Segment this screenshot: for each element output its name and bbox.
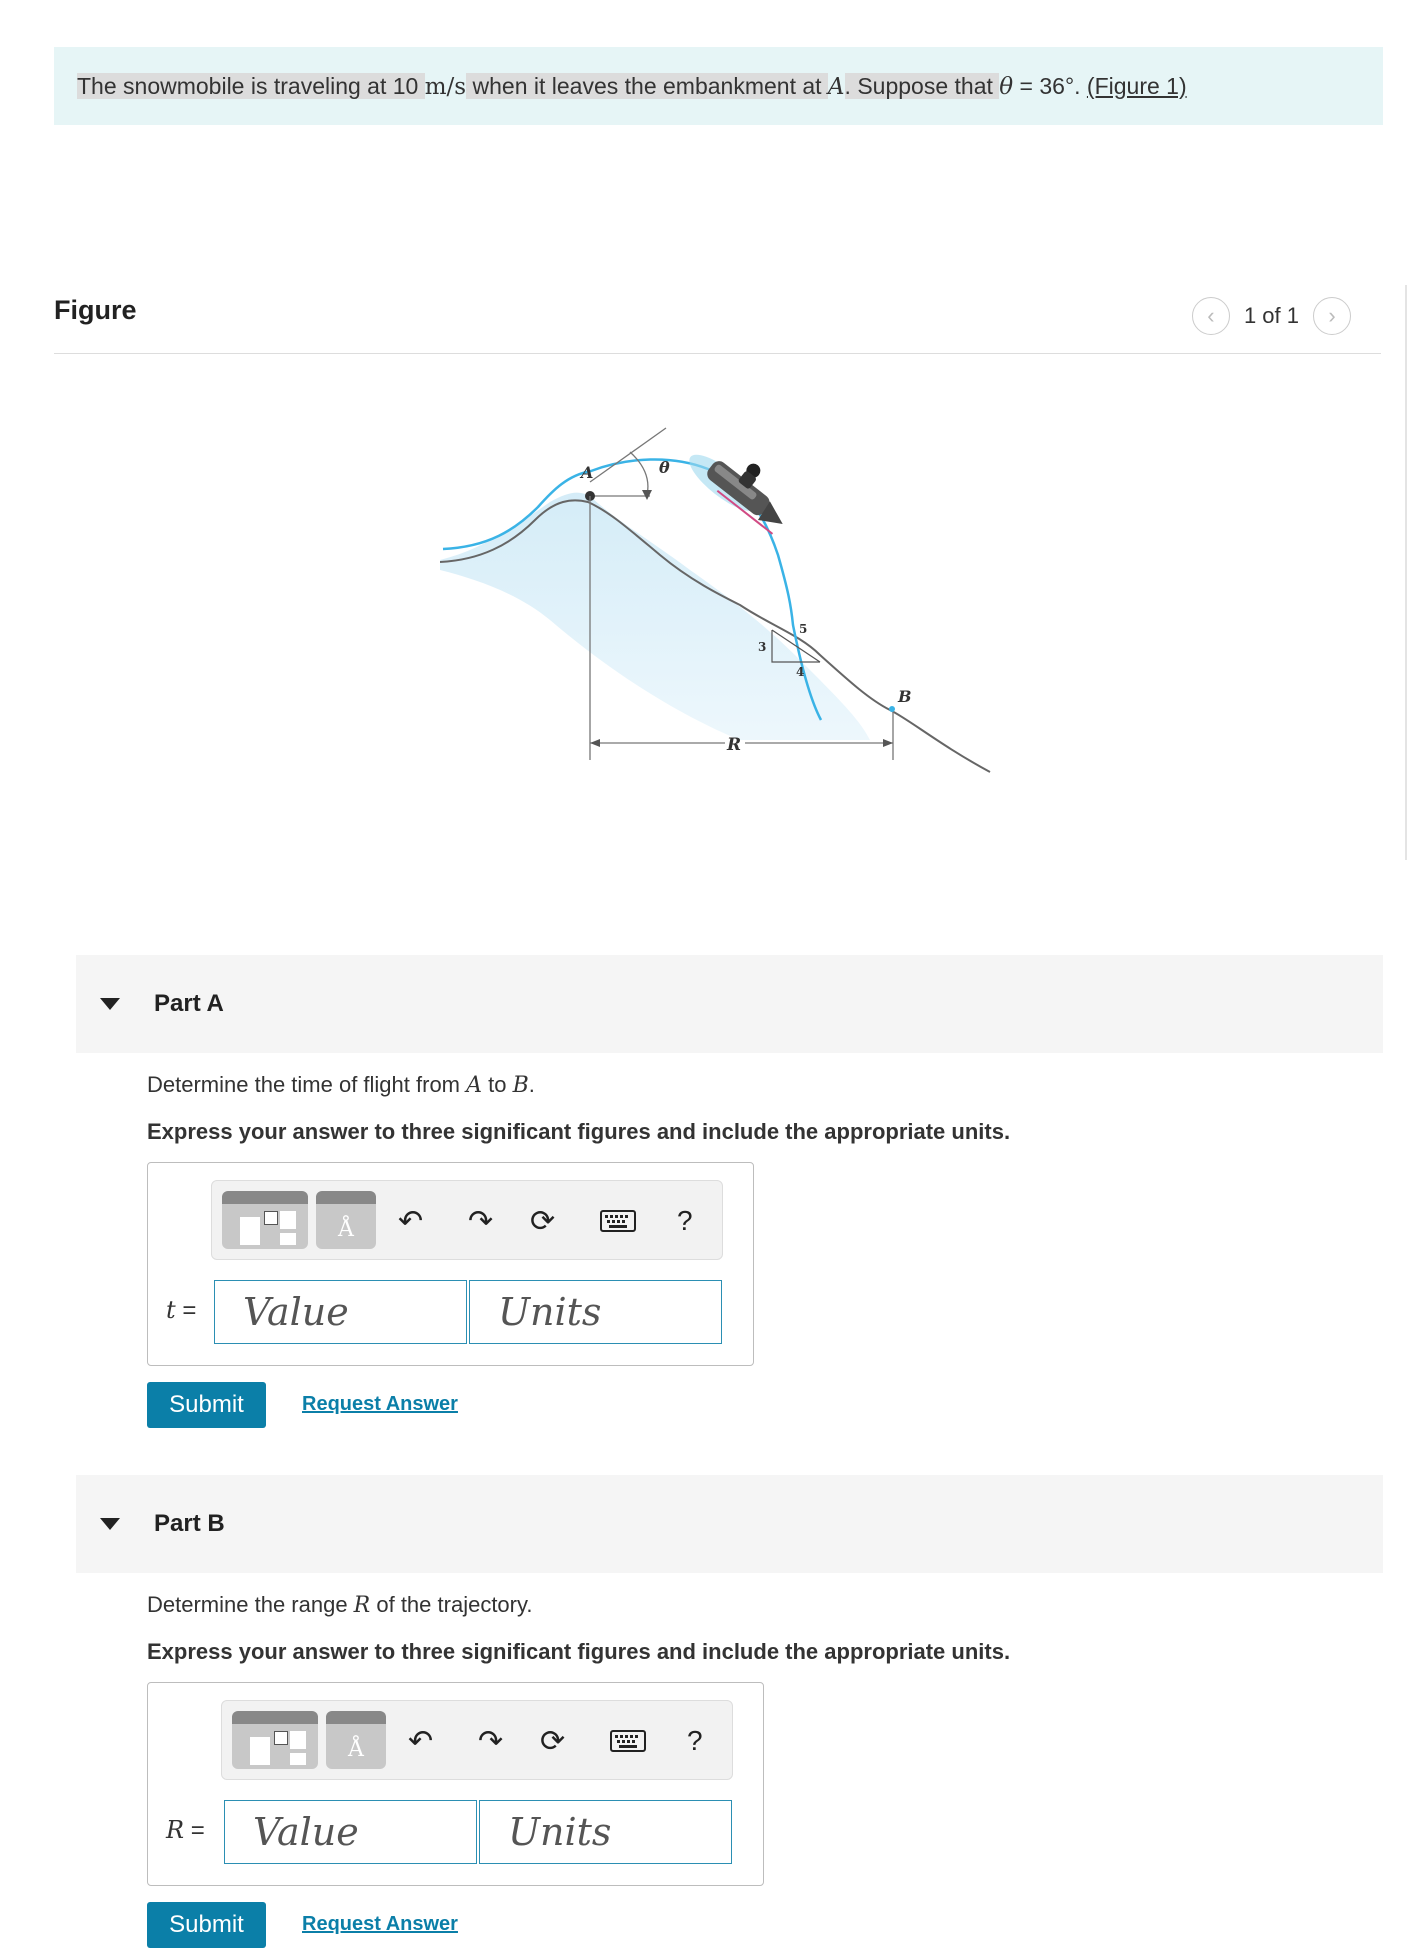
part-a-var-label: t = — [166, 1296, 197, 1324]
part-a-request-answer-link[interactable]: Request Answer — [302, 1393, 458, 1415]
templates-button[interactable] — [232, 1711, 318, 1769]
range-arrow-left — [590, 739, 600, 747]
angstrom-icon: Å — [348, 1737, 364, 1762]
collapse-triangle-icon — [100, 998, 120, 1010]
redo-icon: ↷ — [468, 1204, 494, 1238]
label-theta: θ — [659, 458, 670, 477]
prev-figure-button[interactable] — [1192, 297, 1230, 335]
snowmobile-figure — [440, 420, 1000, 790]
chevron-right-icon: › — [1328, 303, 1336, 328]
undo-icon: ↶ — [408, 1724, 434, 1758]
part-b-header[interactable] — [76, 1475, 1383, 1573]
point-b-marker — [889, 706, 895, 712]
reset-button[interactable] — [540, 1723, 565, 1759]
figure-heading: Figure — [54, 295, 137, 325]
part-a-submit-button[interactable]: Submit — [147, 1382, 266, 1428]
part-b-value-input[interactable]: Value — [224, 1800, 477, 1864]
part-b-submit-button[interactable]: Submit — [147, 1902, 266, 1948]
snowmobile — [682, 429, 802, 538]
keyboard-button[interactable] — [610, 1723, 646, 1759]
collapse-triangle-icon — [100, 1518, 120, 1530]
problem-text: The snowmobile is traveling at 10 m/s when it leaves the embankment at A. Suppose that θ = 36°. (Figure 1) — [77, 72, 1187, 100]
units-symbols-button[interactable] — [316, 1191, 376, 1249]
part-b-toolbar — [221, 1700, 733, 1780]
pager-count: 1 of 1 — [1243, 303, 1299, 328]
part-b-instruction: Express your answer to three significant figures and include the appropriate units. — [147, 1639, 1011, 1664]
angstrom-icon: Å — [338, 1217, 354, 1242]
next-figure-button[interactable] — [1313, 297, 1351, 335]
redo-icon: ↷ — [478, 1724, 504, 1758]
part-a-header[interactable] — [76, 955, 1383, 1053]
part-b-title: Part B — [154, 1510, 225, 1537]
figure-panel-edge — [1405, 285, 1407, 860]
reset-button[interactable] — [530, 1203, 555, 1239]
launch-tangent — [590, 428, 666, 482]
part-b-units-input[interactable]: Units — [479, 1800, 732, 1864]
problem-statement — [54, 47, 1383, 125]
units-symbols-button[interactable] — [326, 1711, 386, 1769]
slope-label-3: 3 — [758, 640, 767, 654]
part-b-request-answer-link[interactable]: Request Answer — [302, 1913, 458, 1935]
snow-shading — [440, 493, 870, 740]
label-r: R — [727, 735, 742, 755]
undo-button[interactable] — [398, 1203, 423, 1239]
help-button[interactable]: ? — [677, 1205, 693, 1236]
redo-button[interactable] — [468, 1203, 493, 1239]
figure-link[interactable]: (Figure 1) — [1086, 72, 1187, 99]
part-a-units-input[interactable]: Units — [469, 1280, 722, 1344]
label-a: A — [581, 463, 594, 482]
templates-button[interactable] — [222, 1191, 308, 1249]
chevron-left-icon: ‹ — [1207, 303, 1215, 328]
slope-label-5: 5 — [799, 622, 808, 636]
help-button[interactable]: ? — [687, 1725, 703, 1756]
undo-button[interactable] — [408, 1723, 433, 1759]
range-arrow-right — [883, 739, 893, 747]
part-a-value-input[interactable]: Value — [214, 1280, 467, 1344]
slope-label-4: 4 — [796, 665, 805, 679]
theta-arrowhead — [642, 490, 652, 500]
keyboard-icon — [610, 1730, 646, 1752]
keyboard-icon — [600, 1210, 636, 1232]
figure-pager — [1192, 297, 1351, 335]
figure-divider — [54, 353, 1381, 354]
part-a-question: Determine the time of flight from A to B. — [147, 1072, 535, 1098]
undo-icon: ↶ — [398, 1204, 424, 1238]
keyboard-button[interactable] — [600, 1203, 636, 1239]
part-a-answer-box — [147, 1162, 754, 1366]
part-b-answer-box — [147, 1682, 764, 1886]
reset-icon: ⟳ — [540, 1724, 566, 1758]
label-b: B — [898, 687, 912, 706]
part-a-toolbar — [211, 1180, 723, 1260]
redo-button[interactable] — [478, 1723, 503, 1759]
part-b-question: Determine the range R of the trajectory. — [147, 1592, 533, 1618]
part-a-title: Part A — [154, 990, 224, 1017]
part-a-instruction: Express your answer to three significant figures and include the appropriate units. — [147, 1119, 1011, 1144]
reset-icon: ⟳ — [530, 1204, 556, 1238]
part-b-var-label: R = — [166, 1816, 205, 1844]
